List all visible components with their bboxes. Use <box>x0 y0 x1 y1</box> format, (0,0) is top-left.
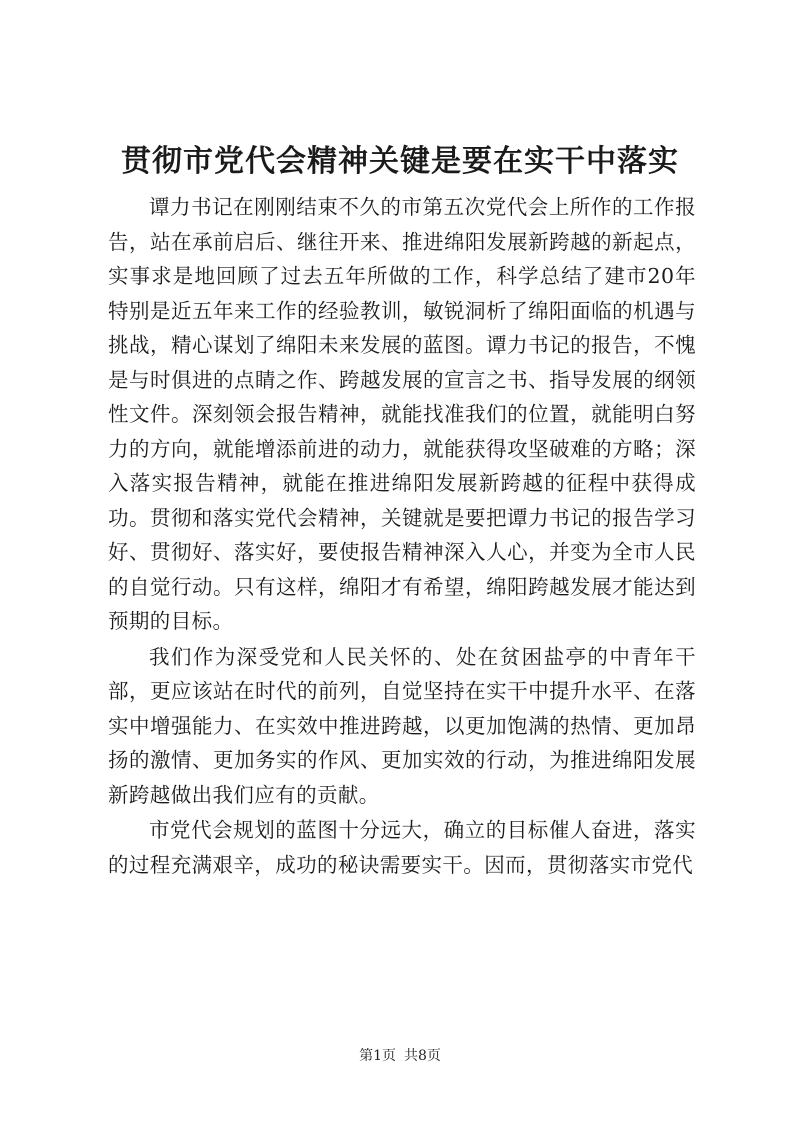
document-title: 贯彻市党代会精神关键是要在实干中落实 <box>121 144 679 179</box>
paragraph-2: 我们作为深受党和人民关怀的、处在贫困盐亭的中青年干部，更应该站在时代的前列，自觉坚持在实干中提升水平、在落实中增强能力、在实效中推进跨越，以更加饱满的热情、更加昂扬的激情、更加务实的作风、更加实效的行动，为推进绵阳发展新跨越做出我们应有的贡献。 <box>108 644 696 807</box>
paragraph-3: 市党代会规划的蓝图十分远大，确立的目标催人奋进，落实的过程充满艰辛，成功的秘诀需要实干。因而，贯彻落实市党代 <box>108 818 696 877</box>
page-footer <box>0 1046 800 1066</box>
page-total: 共8页 <box>404 1048 441 1064</box>
page-number: 第1页 <box>359 1048 396 1064</box>
document-body <box>108 190 696 883</box>
paragraph-1: 谭力书记在刚刚结束不久的市第五次党代会上所作的工作报告，站在承前启后、继往开来、推进绵阳发展新跨越的新起点，实事求是地回顾了过去五年所做的工作，科学总结了建市20年特别是近五年来工作的经验教训，敏锐洞析了绵阳面临的机遇与挑战，精心谋划了绵阳未来发展的蓝图。谭力书记的报告，不愧是与时俱进的点睛之作、跨越发展的宣言之书、指导发展的纲领性文件。深刻领会报告精神，就能找准我们的位置，就能明白努力的方向，就能增添前进的动力，就能获得攻坚破难的方略；深入落实报告精神，就能在推进绵阳发展新跨越的征程中获得成功。贯彻和落实党代会精神，关键就是要把谭力书记的报告学习好、贯彻好、落实好，要使报告精神深入人心，并变为全市人民的自觉行动。只有这样，绵阳才有希望，绵阳跨越发展才能达到预期的目标。 <box>108 195 696 633</box>
